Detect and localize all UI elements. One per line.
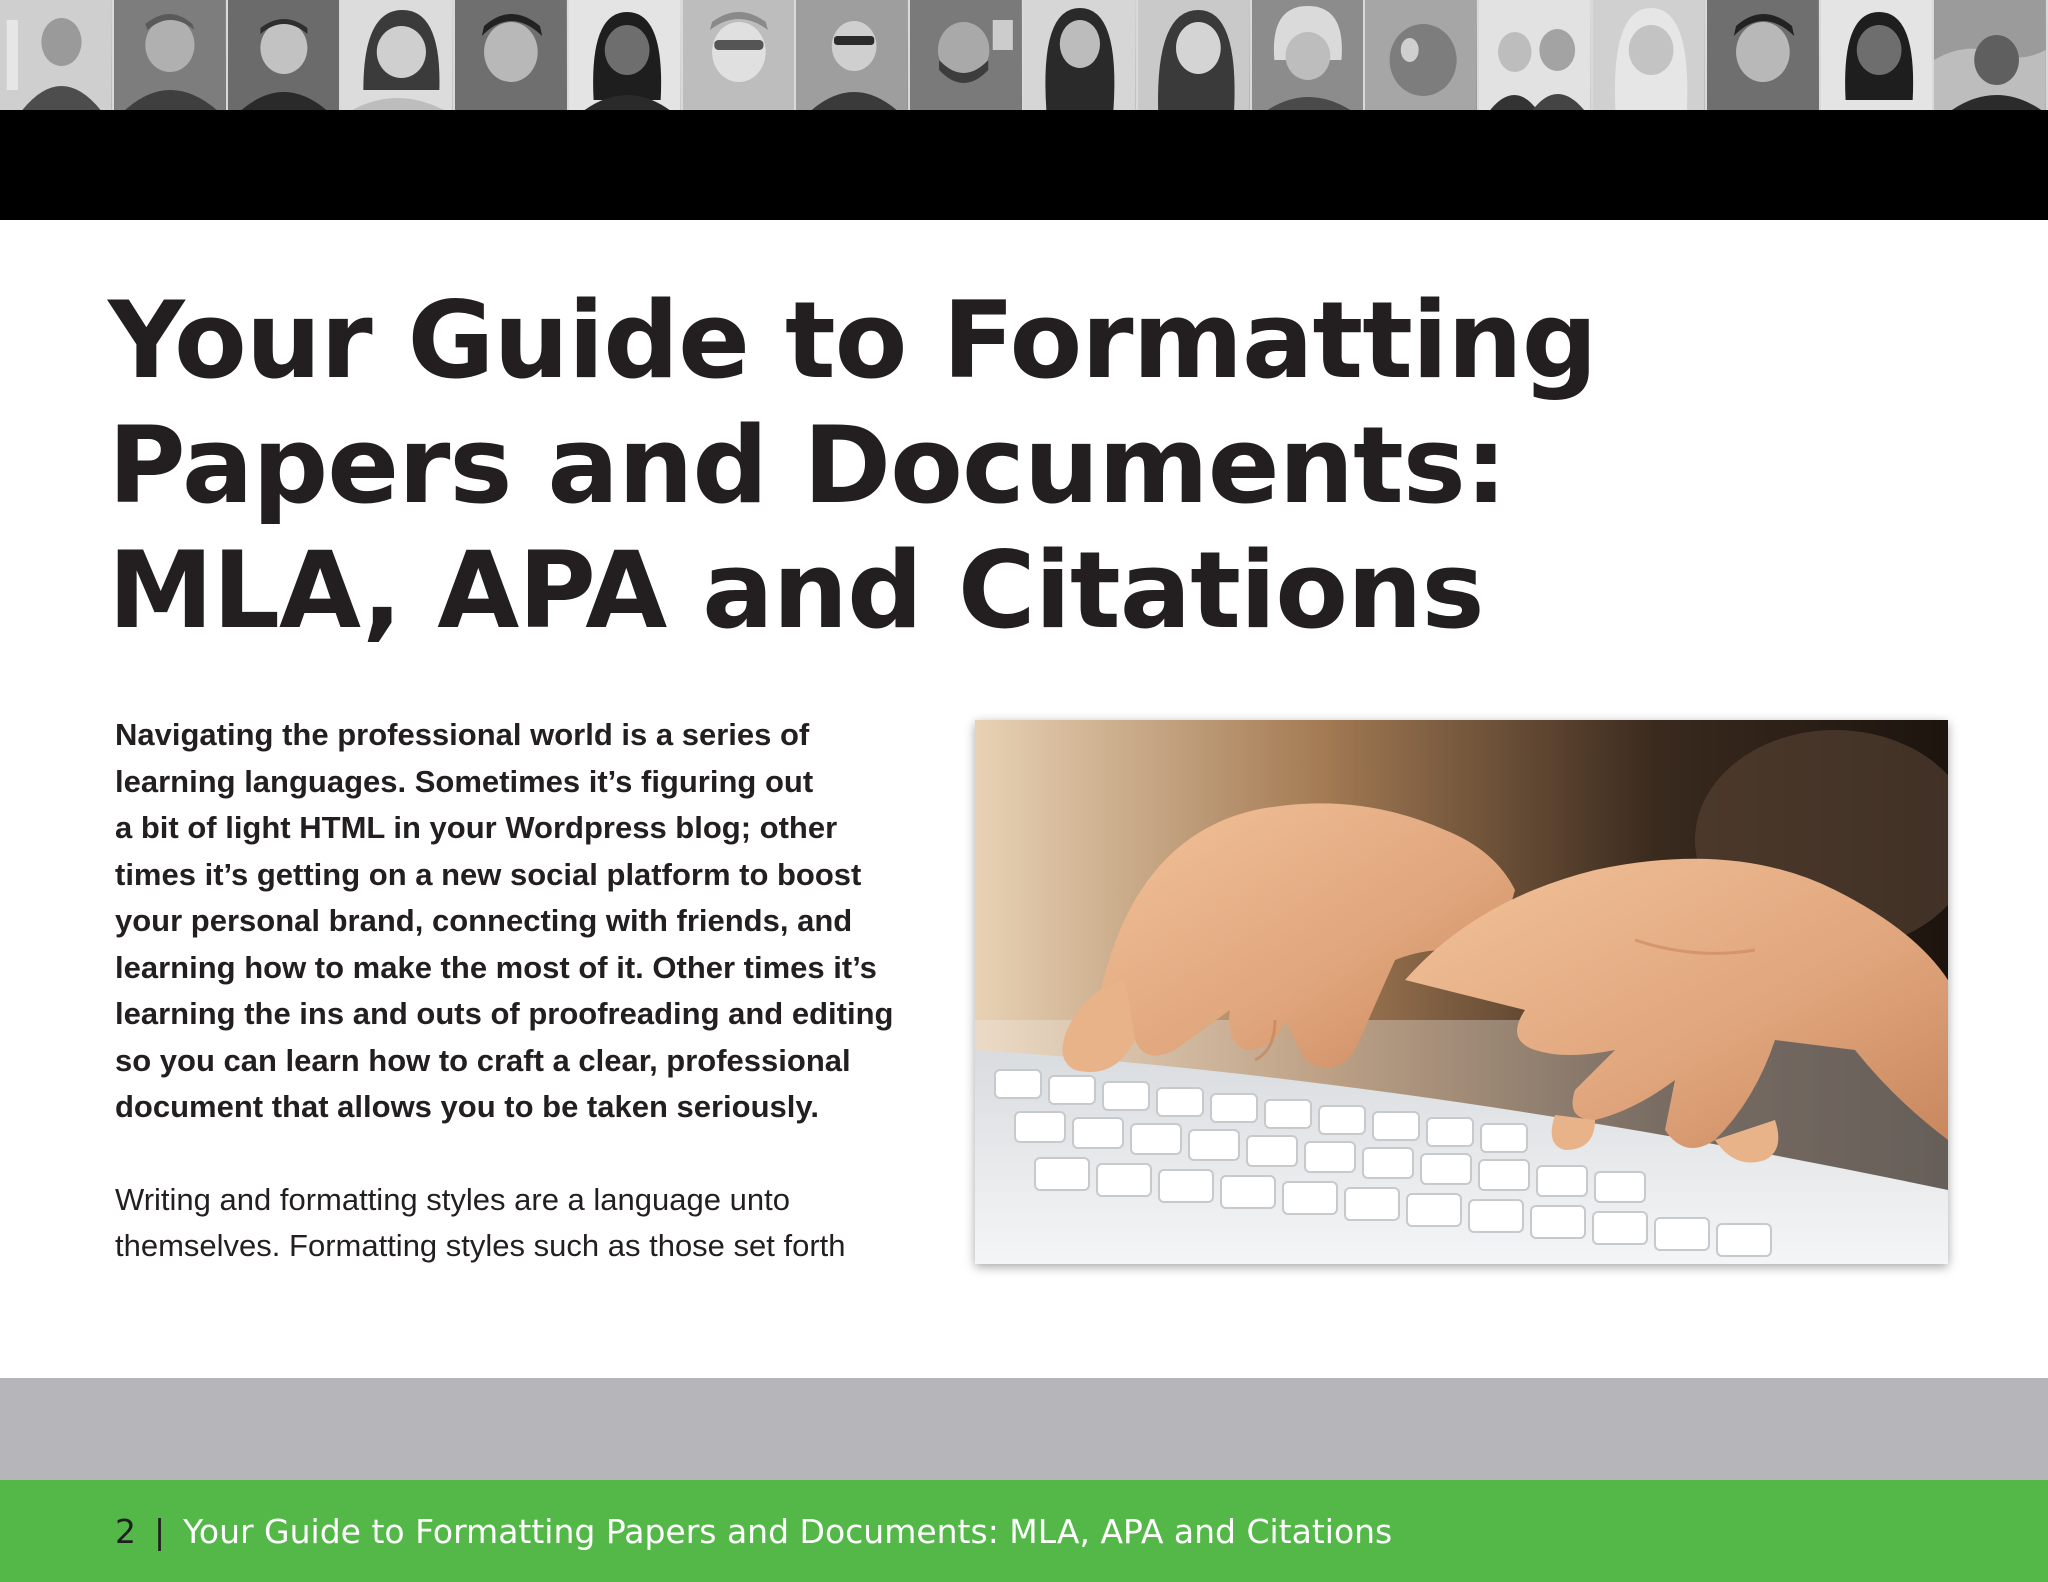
portrait-photo [228,0,342,110]
portrait-photo [1934,0,2046,110]
portrait-photo [1479,0,1593,110]
portrait-photo [910,0,1024,110]
title-line-1: Your Guide to Formatting [108,279,1597,402]
portrait-photo [341,0,455,110]
portrait-photo [1252,0,1364,110]
portrait-photo [910,0,1022,110]
body-text [115,712,945,1270]
page-footer [0,1480,2048,1582]
portrait-photo [114,0,226,110]
portrait-photo [1138,0,1252,110]
portrait-photo [341,0,453,110]
hands-typing-on-keyboard-icon [975,720,1948,1264]
second-line: Writing and formatting styles are a language unto [115,1181,790,1217]
portrait-photo [1479,0,1591,110]
page-title [108,278,1758,653]
portrait-photo [683,0,797,110]
hands-typing-photo [975,720,1948,1264]
portrait-photo [569,0,683,110]
header-black-band [0,110,2048,220]
lead-line: your personal brand, connecting with friends, and [115,903,853,938]
lead-line: times it’s getting on a new social platform to boost [115,856,862,892]
portrait-photo [1593,0,1705,110]
portrait-photo [1821,0,1935,110]
portrait-photo [569,0,681,110]
second-paragraph [115,1177,945,1270]
portrait-photo [796,0,908,110]
portrait-photo [1707,0,1819,110]
portrait-photo [1252,0,1366,110]
portrait-photo [1821,0,1933,110]
portrait-photo [114,0,228,110]
title-line-2: Papers and Documents: [108,404,1507,527]
lead-line: learning how to make the most of it. Other times it’s [115,949,877,985]
portrait-photo [1365,0,1477,110]
lead-line: learning languages. Sometimes it’s figuring out [115,763,814,799]
lead-paragraph [115,712,945,1131]
page-number: 2 [115,1511,136,1551]
portrait-photo [1138,0,1250,110]
lead-line: so you can learn how to craft a clear, professional [115,1042,851,1078]
lead-line: Navigating the professional world is a series of [115,717,810,752]
title-line-3: MLA, APA and Citations [108,529,1484,652]
footer-separator: | [154,1511,166,1551]
portrait-photo [455,0,569,110]
footer-title: Your Guide to Formatting Papers and Documents: MLA, APA and Citations [183,1511,1393,1551]
portrait-photo-strip [0,0,2048,110]
footer-gray-band [0,1378,2048,1480]
lead-line: a bit of light HTML in your Wordpress blog; other [115,810,838,845]
portrait-photo [1934,0,2048,110]
portrait-photo [683,0,795,110]
portrait-photo [228,0,340,110]
portrait-photo [1024,0,1136,110]
portrait-photo [1707,0,1821,110]
portrait-photo [1024,0,1138,110]
portrait-photo [0,0,112,110]
portrait-photo [1365,0,1479,110]
footer-text [115,1512,1392,1551]
portrait-photo [1593,0,1707,110]
lead-line: document that allows you to be taken seriously. [115,1089,819,1124]
portrait-photo [455,0,567,110]
second-line: themselves. Formatting styles such as those set forth [115,1228,846,1263]
portrait-photo [0,0,114,110]
portrait-photo [796,0,910,110]
lead-line: learning the ins and outs of proofreading and editing [115,996,894,1031]
